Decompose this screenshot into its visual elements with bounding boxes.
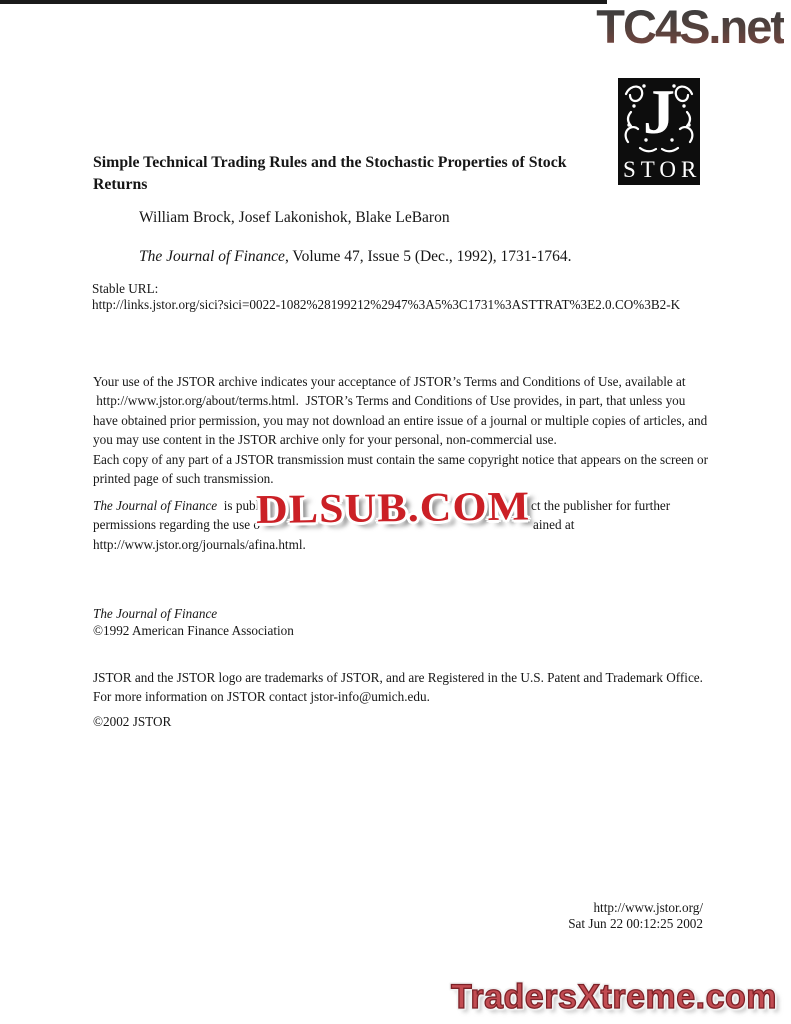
text-fragment: is publ <box>217 498 260 513</box>
watermark-dlsub: DLSUB.COM <box>255 482 531 532</box>
text-line: http://www.jstor.org/about/terms.html. JSTOR’s Terms and Conditions of Use provides, in part, that unless you <box>93 393 686 409</box>
authors-line: William Brock, Josef Lakonishok, Blake LeBaron <box>139 209 450 226</box>
divider-bottom <box>0 2 607 4</box>
journal-name: The Journal of Finance <box>139 248 285 265</box>
stable-url-label: Stable URL: <box>92 281 159 296</box>
text-line: you may use content in the JSTOR archive only for your personal, non-commercial use. <box>93 431 557 447</box>
text-line: printed page of such transmission. <box>93 471 274 487</box>
citation-line <box>139 247 572 267</box>
text-line: have obtained prior permission, you may not download an entire issue of a journal or multiple copies of articles, and <box>93 412 708 428</box>
stable-url-block <box>92 281 680 313</box>
journal-name: The Journal of Finance <box>93 498 218 513</box>
text-fragment: permissions regarding the use o <box>93 517 261 533</box>
copyright-line: ©1992 American Finance Association <box>93 622 294 638</box>
text-fragment: ained at <box>533 517 575 533</box>
article-title <box>93 152 567 196</box>
logo-j-letter: J <box>643 76 675 147</box>
jstor-logo <box>618 78 700 185</box>
logo-stor-text: STOR <box>623 157 702 182</box>
jstor-copyright: ©2002 JSTOR <box>93 714 172 729</box>
text-line: Your use of the JSTOR archive indicates your acceptance of JSTOR’s Terms and Conditions of Use, available at <box>93 374 686 389</box>
watermark-tc4s: TC4S.net <box>596 0 784 53</box>
footer-timestamp: Sat Jun 22 00:12:25 2002 <box>568 916 703 931</box>
copy-notice-paragraph <box>93 450 708 489</box>
text-line: http://www.jstor.org/journals/afina.html. <box>93 536 306 552</box>
text-line: Each copy of any part of a JSTOR transmission must contain the same copyright notice that appears on the screen or <box>93 452 709 467</box>
text-line: JSTOR and the JSTOR logo are trademarks of JSTOR, and are Registered in the U.S. Patent and Trademark Office. <box>93 670 703 685</box>
journal-copyright-block <box>93 606 294 639</box>
text-fragment: ct the publisher for further <box>531 498 671 513</box>
stable-url-value: http://links.jstor.org/sici?sici=0022-1082%28199212%2947%3A5%3C1731%3ASTTRAT%3E2.0.CO%3B2-K <box>92 296 681 312</box>
footer-url: http://www.jstor.org/ <box>593 900 703 915</box>
footer-block <box>568 900 703 932</box>
text-line: For more information on JSTOR contact jstor-info@umich.edu. <box>93 689 430 705</box>
trademark-paragraph <box>93 668 703 707</box>
title-line: Simple Technical Trading Rules and the Stochastic Properties of Stock <box>93 154 567 171</box>
journal-name: The Journal of Finance <box>93 606 218 621</box>
terms-paragraph <box>93 372 707 449</box>
watermark-tradersxtreme: TradersXtreme.com <box>451 978 777 1016</box>
title-line: Returns <box>93 176 148 193</box>
citation-rest: , Volume 47, Issue 5 (Dec., 1992), 1731-1764. <box>284 248 572 265</box>
